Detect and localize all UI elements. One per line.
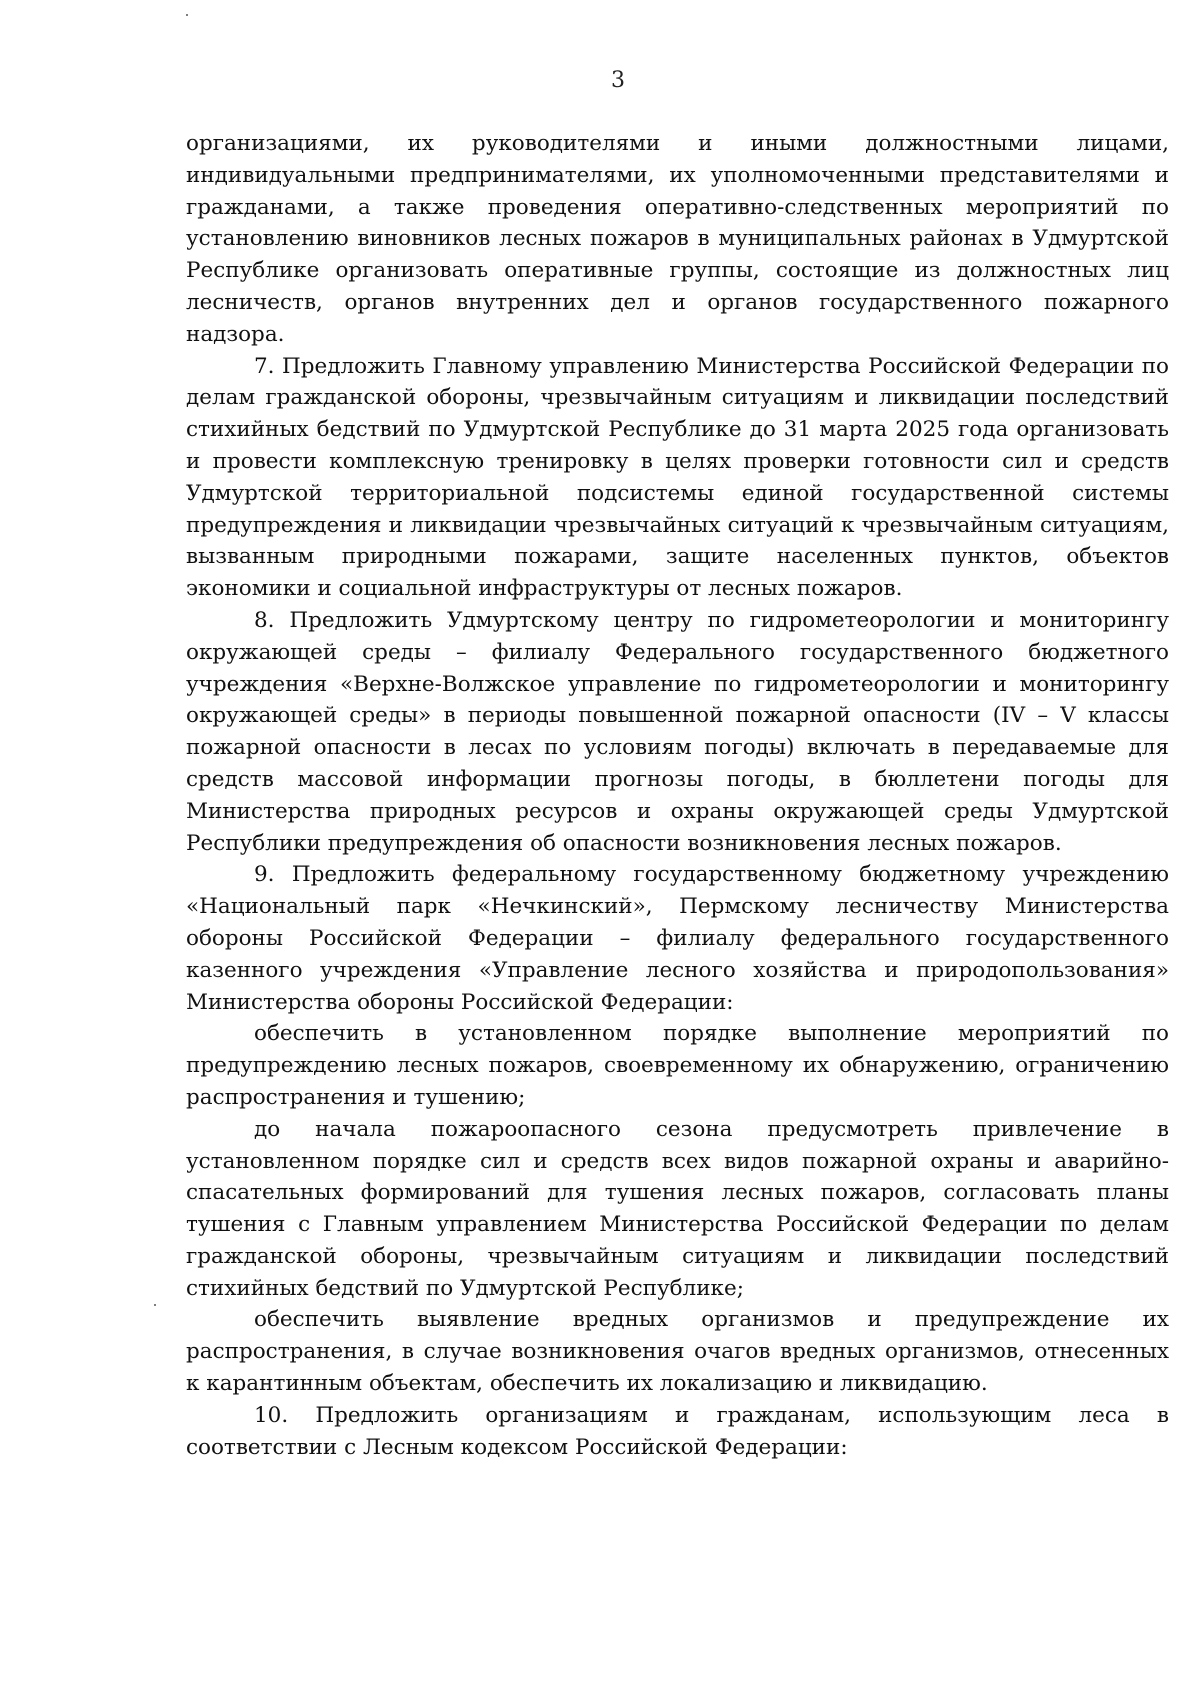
- paragraph-item-9: 9. Предложить федеральному государственному бюджетному учреждению «Национальный парк «Нечкинский», Пермскому лесничеству Министерства обороны Российской Федерации – филиалу федерального государственного казенного учреждения «Управление лесного хозяйства и природопользования» Министерства обороны Российской Федерации:: [186, 862, 1169, 1015]
- paragraph-item-9-sub-2: до начала пожароопасного сезона предусмотреть привлечение в установленном порядке сил и средств всех видов пожарной охраны и аварийно-спасательных формирований для тушения лесных пожаров, согласовать планы тушения с Главным управлением Министерства Российской Федерации по делам гражданской обороны, чрезвычайным ситуациям и ликвидации последствий стихийных бедствий по Удмуртской Республике;: [186, 1116, 1169, 1301]
- paragraph-item-9-sub-1: обеспечить в установленном порядке выполнение мероприятий по предупреждению лесных пожаров, своевременному их обнаружению, ограничению распространения и тушению;: [186, 1021, 1169, 1110]
- paragraph-item-10: 10. Предложить организациям и гражданам, использующим леса в соответствии с Лесным кодексом Российской Федерации:: [186, 1402, 1169, 1460]
- paragraph-item-7: 7. Предложить Главному управлению Министерства Российской Федерации по делам гражданской обороны, чрезвычайным ситуациям и ликвидации последствий стихийных бедствий по Удмуртской Республике до 31 марта 2025 года организовать и провести комплексную тренировку в целях проверки готовности сил и средств Удмуртской территориальной подсистемы единой государственной системы предупреждения и ликвидации чрезвычайных ситуаций к чрезвычайным ситуациям, вызванным природными пожарами, защите населенных пунктов, объектов экономики и социальной инфраструктуры от лесных пожаров.: [186, 353, 1169, 602]
- paragraph-item-9-sub-3: обеспечить выявление вредных организмов и предупреждение их распространения, в случае возникновения очагов вредных организмов, отнесенных к карантинным объектам, обеспечить их локализацию и ликвидацию.: [186, 1307, 1169, 1397]
- page-number: 3: [611, 68, 625, 93]
- scan-speck: [186, 14, 188, 16]
- paragraph-continuation: организациями, их руководителями и иными должностными лицами, индивидуальными предпринимателями, их уполномоченными представителями и гражданами, а также проведения оперативно-следственных мероприятий по установлению виновников лесных пожаров в муниципальных районах в Удмуртской Республике организовать оперативные группы, состоящие из должностных лиц лесничеств, органов внутренних дел и органов государственного пожарного надзора.: [186, 131, 1169, 347]
- scan-speck: [154, 1304, 156, 1306]
- document-body: [186, 128, 1169, 1463]
- paragraph-item-8: 8. Предложить Удмуртскому центру по гидрометеорологии и мониторингу окружающей среды – филиалу Федерального государственного бюджетного учреждения «Верхне-Волжское управление по гидрометеорологии и мониторингу окружающей среды» в периоды повышенной пожарной опасности (IV – V классы пожарной опасности в лесах по условиям погоды) включать в передаваемые для средств массовой информации прогнозы погоды, в бюллетени погоды для Министерства природных ресурсов и охраны окружающей среды Удмуртской Республики предупреждения об опасности возникновения лесных пожаров.: [186, 607, 1169, 856]
